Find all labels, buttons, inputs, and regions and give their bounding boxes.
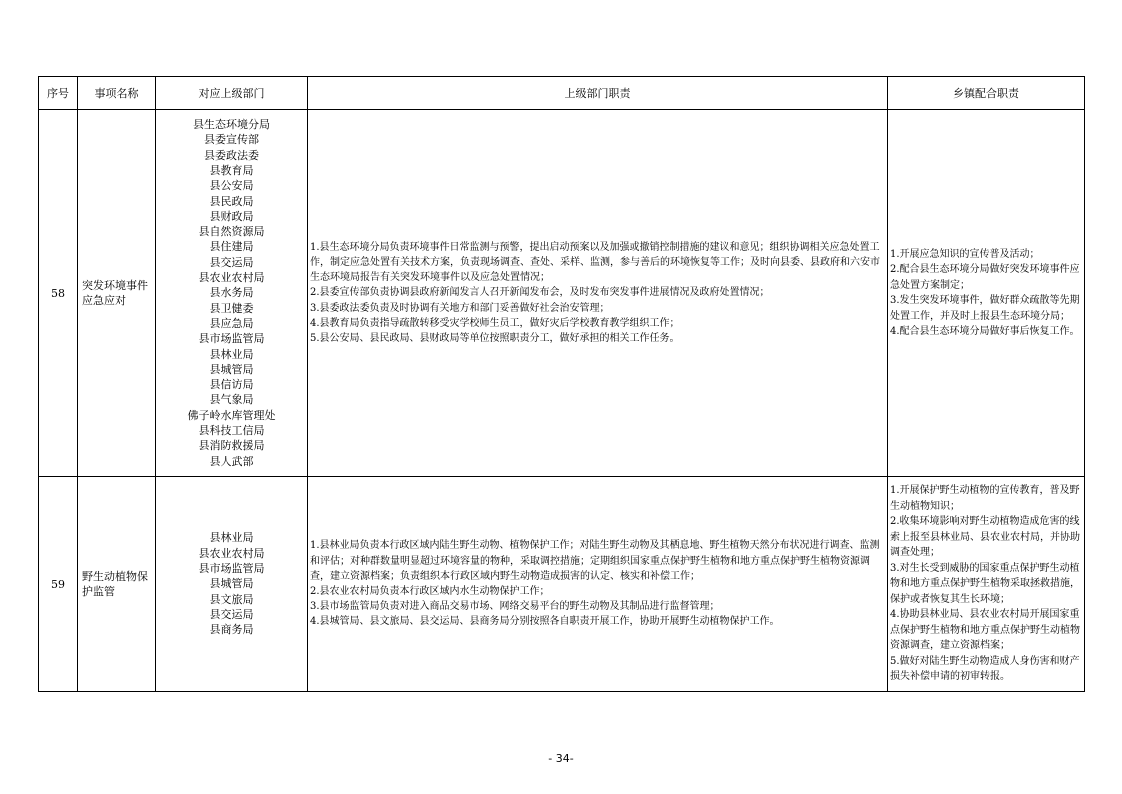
dept-item: 县财政局 — [209, 209, 254, 223]
town-duty-item: 3.发生突发环境事件，做好群众疏散等先期处置工作，并及时上报县生态环境分局； — [890, 295, 1080, 322]
dept-item: 县卫健委 — [209, 301, 254, 315]
town-duty-item: 3.对生长受到威胁的国家重点保护野生动植物和地方重点保护野生植物采取拯救措施，保护或者恢复其生长环境； — [890, 562, 1080, 605]
town-duty-item: 4.配合县生态环境分局做好事后恢复工作。 — [890, 326, 1080, 337]
town-duty-item: 2.收集环境影响对野生动植物造成危害的线索上报至县林业局、县农业农村局，并协助调查处理； — [890, 516, 1080, 559]
upper-duty-cell — [308, 477, 888, 692]
header-town-duty: 乡镇配合职责 — [888, 77, 1085, 110]
upper-duty-item: 4.县教育局负责指导疏散转移受灾学校师生员工，做好灾后学校教育教学组织工作； — [310, 317, 680, 329]
upper-duty-item: 2.县委宣传部负责协调县政府新闻发言人召开新闻发布会，及时发布突发事件进展情况及政府处置情况； — [310, 287, 770, 299]
town-duty-item: 2.配合县生态环境分局做好突发环境事件应急处置方案制定； — [890, 264, 1080, 291]
row-number: 58 — [39, 110, 78, 477]
dept-item: 县市场监管局 — [198, 562, 265, 576]
upper-duty-item: 3.县委政法委负责及时协调有关地方和部门妥善做好社会治安管理； — [310, 302, 610, 314]
dept-item: 县信访局 — [209, 378, 254, 392]
dept-item: 县城管局 — [209, 577, 254, 591]
header-dept: 对应上级部门 — [156, 77, 308, 110]
item-name: 突发环境事件应急应对 — [78, 110, 156, 477]
dept-item: 县市场监管局 — [198, 332, 265, 346]
duty-table — [38, 76, 1085, 692]
dept-item: 县民政局 — [209, 194, 254, 208]
dept-item: 县消防救援局 — [198, 439, 265, 453]
table-row-58 — [39, 110, 1085, 477]
town-duty-item: 4.协助县林业局、县农业农村局开展国家重点保护野生植物和地方重点保护野生动植物资源调查，建立资源档案； — [890, 609, 1080, 652]
item-name: 野生动植物保护监管 — [78, 477, 156, 692]
table-row-59 — [39, 477, 1085, 692]
dept-list — [156, 477, 308, 692]
upper-duty-item: 1.县林业局负责本行政区域内陆生野生动物、植物保护工作；对陆生野生动物及其栖息地、野生植物天然分布状况进行调查、监测和评估；对种群数量明显超过环境容量的物种，采取调控措施；定期组织国家重点保护野生植物和地方重点保护野生植物资源调查，建立资源档案；负责组织本行政区域内野生动物造成损害的认定、核实和补偿工作； — [310, 540, 880, 582]
dept-item: 县人武部 — [209, 454, 254, 468]
town-duty-cell — [888, 477, 1085, 692]
dept-item: 县科技工信局 — [198, 424, 265, 438]
dept-item: 县林业局 — [209, 531, 254, 545]
town-duty-item: 5.做好对陆生野生动物造成人身伤害和财产损失补偿申请的初审转报。 — [890, 655, 1080, 683]
dept-list — [156, 110, 308, 477]
town-duty-item: 1.开展保护野生动植物的宣传教育，普及野生动植物知识； — [890, 485, 1080, 512]
dept-item: 县城管局 — [209, 362, 254, 376]
dept-item: 县生态环境分局 — [193, 118, 270, 132]
upper-duty-item: 2.县农业农村局负责本行政区域内水生动物保护工作； — [310, 586, 550, 597]
upper-duty-item: 5.县公安局、县民政局、县财政局等单位按照职责分工，做好承担的相关工作任务。 — [310, 333, 680, 344]
dept-item: 县气象局 — [209, 393, 254, 407]
dept-item: 县交运局 — [209, 607, 254, 621]
upper-duty-cell — [308, 110, 888, 477]
dept-item: 县应急局 — [209, 316, 254, 330]
upper-duty-item: 3.县市场监管局负责对进入商品交易市场、网络交易平台的野生动物及其制品进行监督管理； — [310, 601, 720, 613]
dept-item: 县林业局 — [209, 347, 254, 361]
dept-item: 县水务局 — [209, 286, 254, 300]
header-row — [39, 77, 1085, 110]
header-upper-duty: 上级部门职责 — [308, 77, 888, 110]
dept-item: 县自然资源局 — [198, 225, 265, 239]
page-number: - 34- — [548, 752, 574, 765]
row-number: 59 — [39, 477, 78, 692]
upper-duty-item: 1.县生态环境分局负责环境事件日常监测与预警，提出启动预案以及加强或撤销控制措施的建议和意见；组织协调相关应急处置工作，制定应急处置有关技术方案，负责现场调查、查处、采样、监测，参与善后的环境恢复等工作；及时向县委、县政府和六安市生态环境局报告有关突发环境事件以及应急处置情况； — [310, 241, 880, 284]
dept-item: 县文旅局 — [209, 592, 254, 606]
dept-item: 县委政法委 — [204, 148, 259, 162]
dept-item: 县农业农村局 — [198, 546, 265, 560]
dept-item: 县委宣传部 — [204, 133, 259, 147]
dept-item: 县教育局 — [209, 163, 254, 177]
header-no: 序号 — [39, 77, 78, 110]
dept-item: 县住建局 — [209, 240, 254, 254]
upper-duty-item: 4.县城管局、县文旅局、县交运局、县商务局分别按照各自职责开展工作，协助开展野生动植物保护工作。 — [310, 616, 780, 628]
dept-item: 县商务局 — [209, 623, 254, 637]
dept-item: 县交运局 — [209, 255, 254, 269]
dept-item: 县公安局 — [209, 179, 254, 193]
dept-item: 县农业农村局 — [198, 271, 265, 285]
dept-item: 佛子岭水库管理处 — [187, 408, 276, 422]
town-duty-cell — [888, 110, 1085, 477]
header-name: 事项名称 — [78, 77, 156, 110]
town-duty-item: 1.开展应急知识的宣传普及活动； — [890, 248, 1040, 260]
